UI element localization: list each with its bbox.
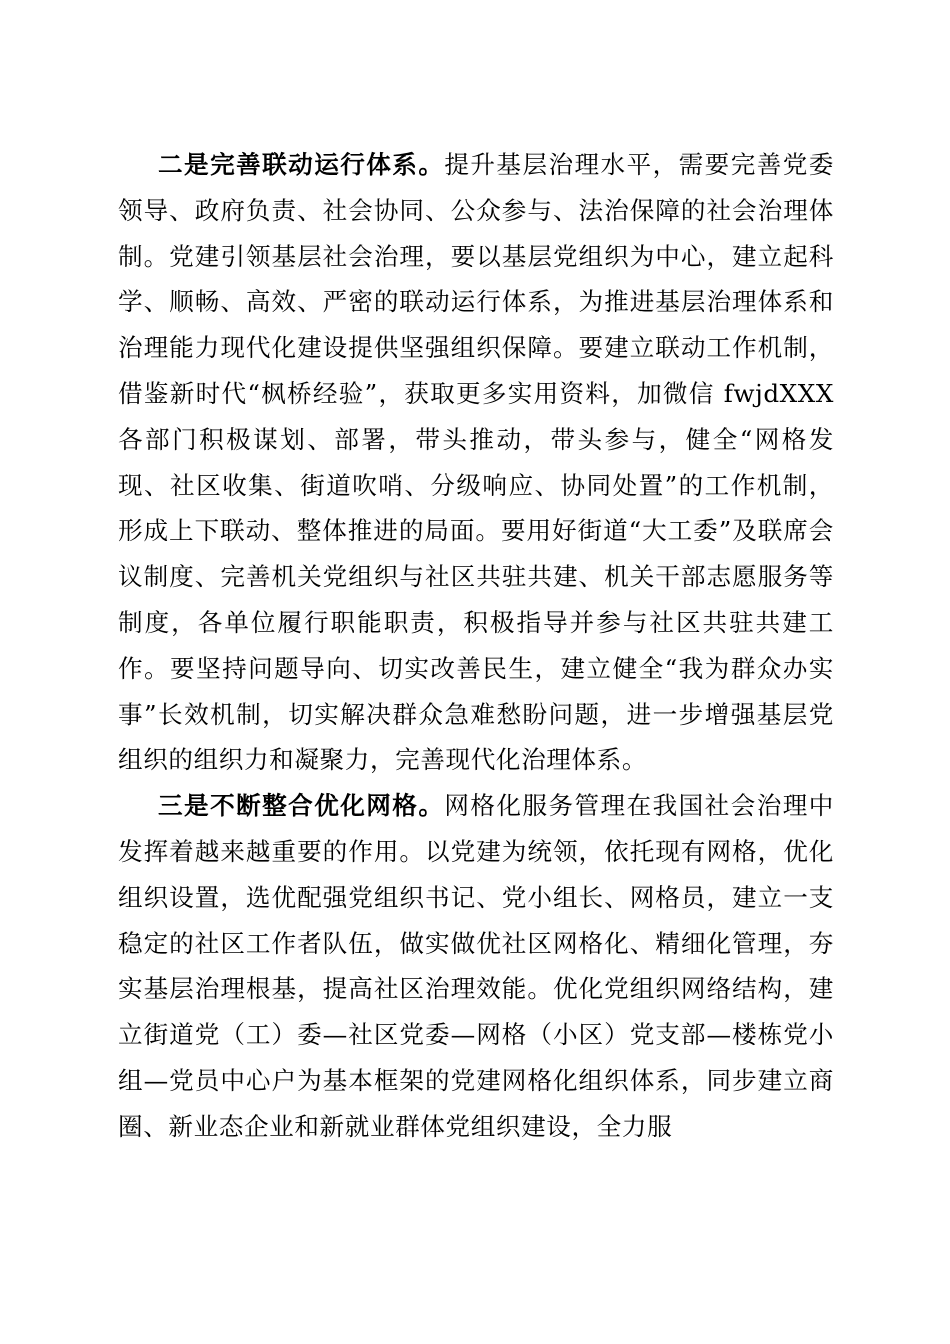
paragraph-grid-optimization <box>118 783 834 1149</box>
paragraph-body: 网格化服务管理在我国社会治理中发挥着越来越重要的作用。以党建为统领，依托现有网格，优化组织设置，选优配强党组织书记、党小组长、网格员，建立一支稳定的社区工作者队伍，做实做优社区网格化、精细化管理，夯实基层治理根基，提高社区治理效能。优化党组织网络结构，建立街道党（工）委—社区党委—网格（小区）党支部—楼栋党小组—党员中心户为基本框架的党建网格化组织体系，同步建立商圈、新业态企业和新就业群体党组织建设，全力服 <box>118 791 834 1141</box>
paragraph-lead: 三是不断整合优化网格。 <box>158 791 445 821</box>
paragraph-lead: 二是完善联动运行体系。 <box>158 150 445 179</box>
paragraph-linkage-system <box>118 142 834 783</box>
document-page <box>118 142 834 1150</box>
paragraph-body: 提升基层治理水平，需要完善党委领导、政府负责、社会协同、公众参与、法治保障的社会治理体制。党建引领基层社会治理，要以基层党组织为中心，建立起科学、顺畅、高效、严密的联动运行体系，为推进基层治理体系和治理能力现代化建设提供坚强组织保障。要建立联动工作机制，借鉴新时代“枫桥经验”，获取更多实用资料，加微信 fwjdXXX 各部门积极谋划、部署，带头推动，带头参与，健全“网格发现、社区收集、街道吹哨、分级响应、协同处置”的工作机制，形成上下联动、整体推进的局面。要用好街道“大工委”及联席会议制度、完善机关党组织与社区共驻共建、机关干部志愿服务等制度，各单位履行职能职责，积极指导并参与社区共驻共建工作。要坚持问题导向、切实改善民生，建立健全“我为群众办实事”长效机制，切实解决群众急难愁盼问题，进一步增强基层党组织的组织力和凝聚力，完善现代化治理体系。 <box>118 150 834 775</box>
